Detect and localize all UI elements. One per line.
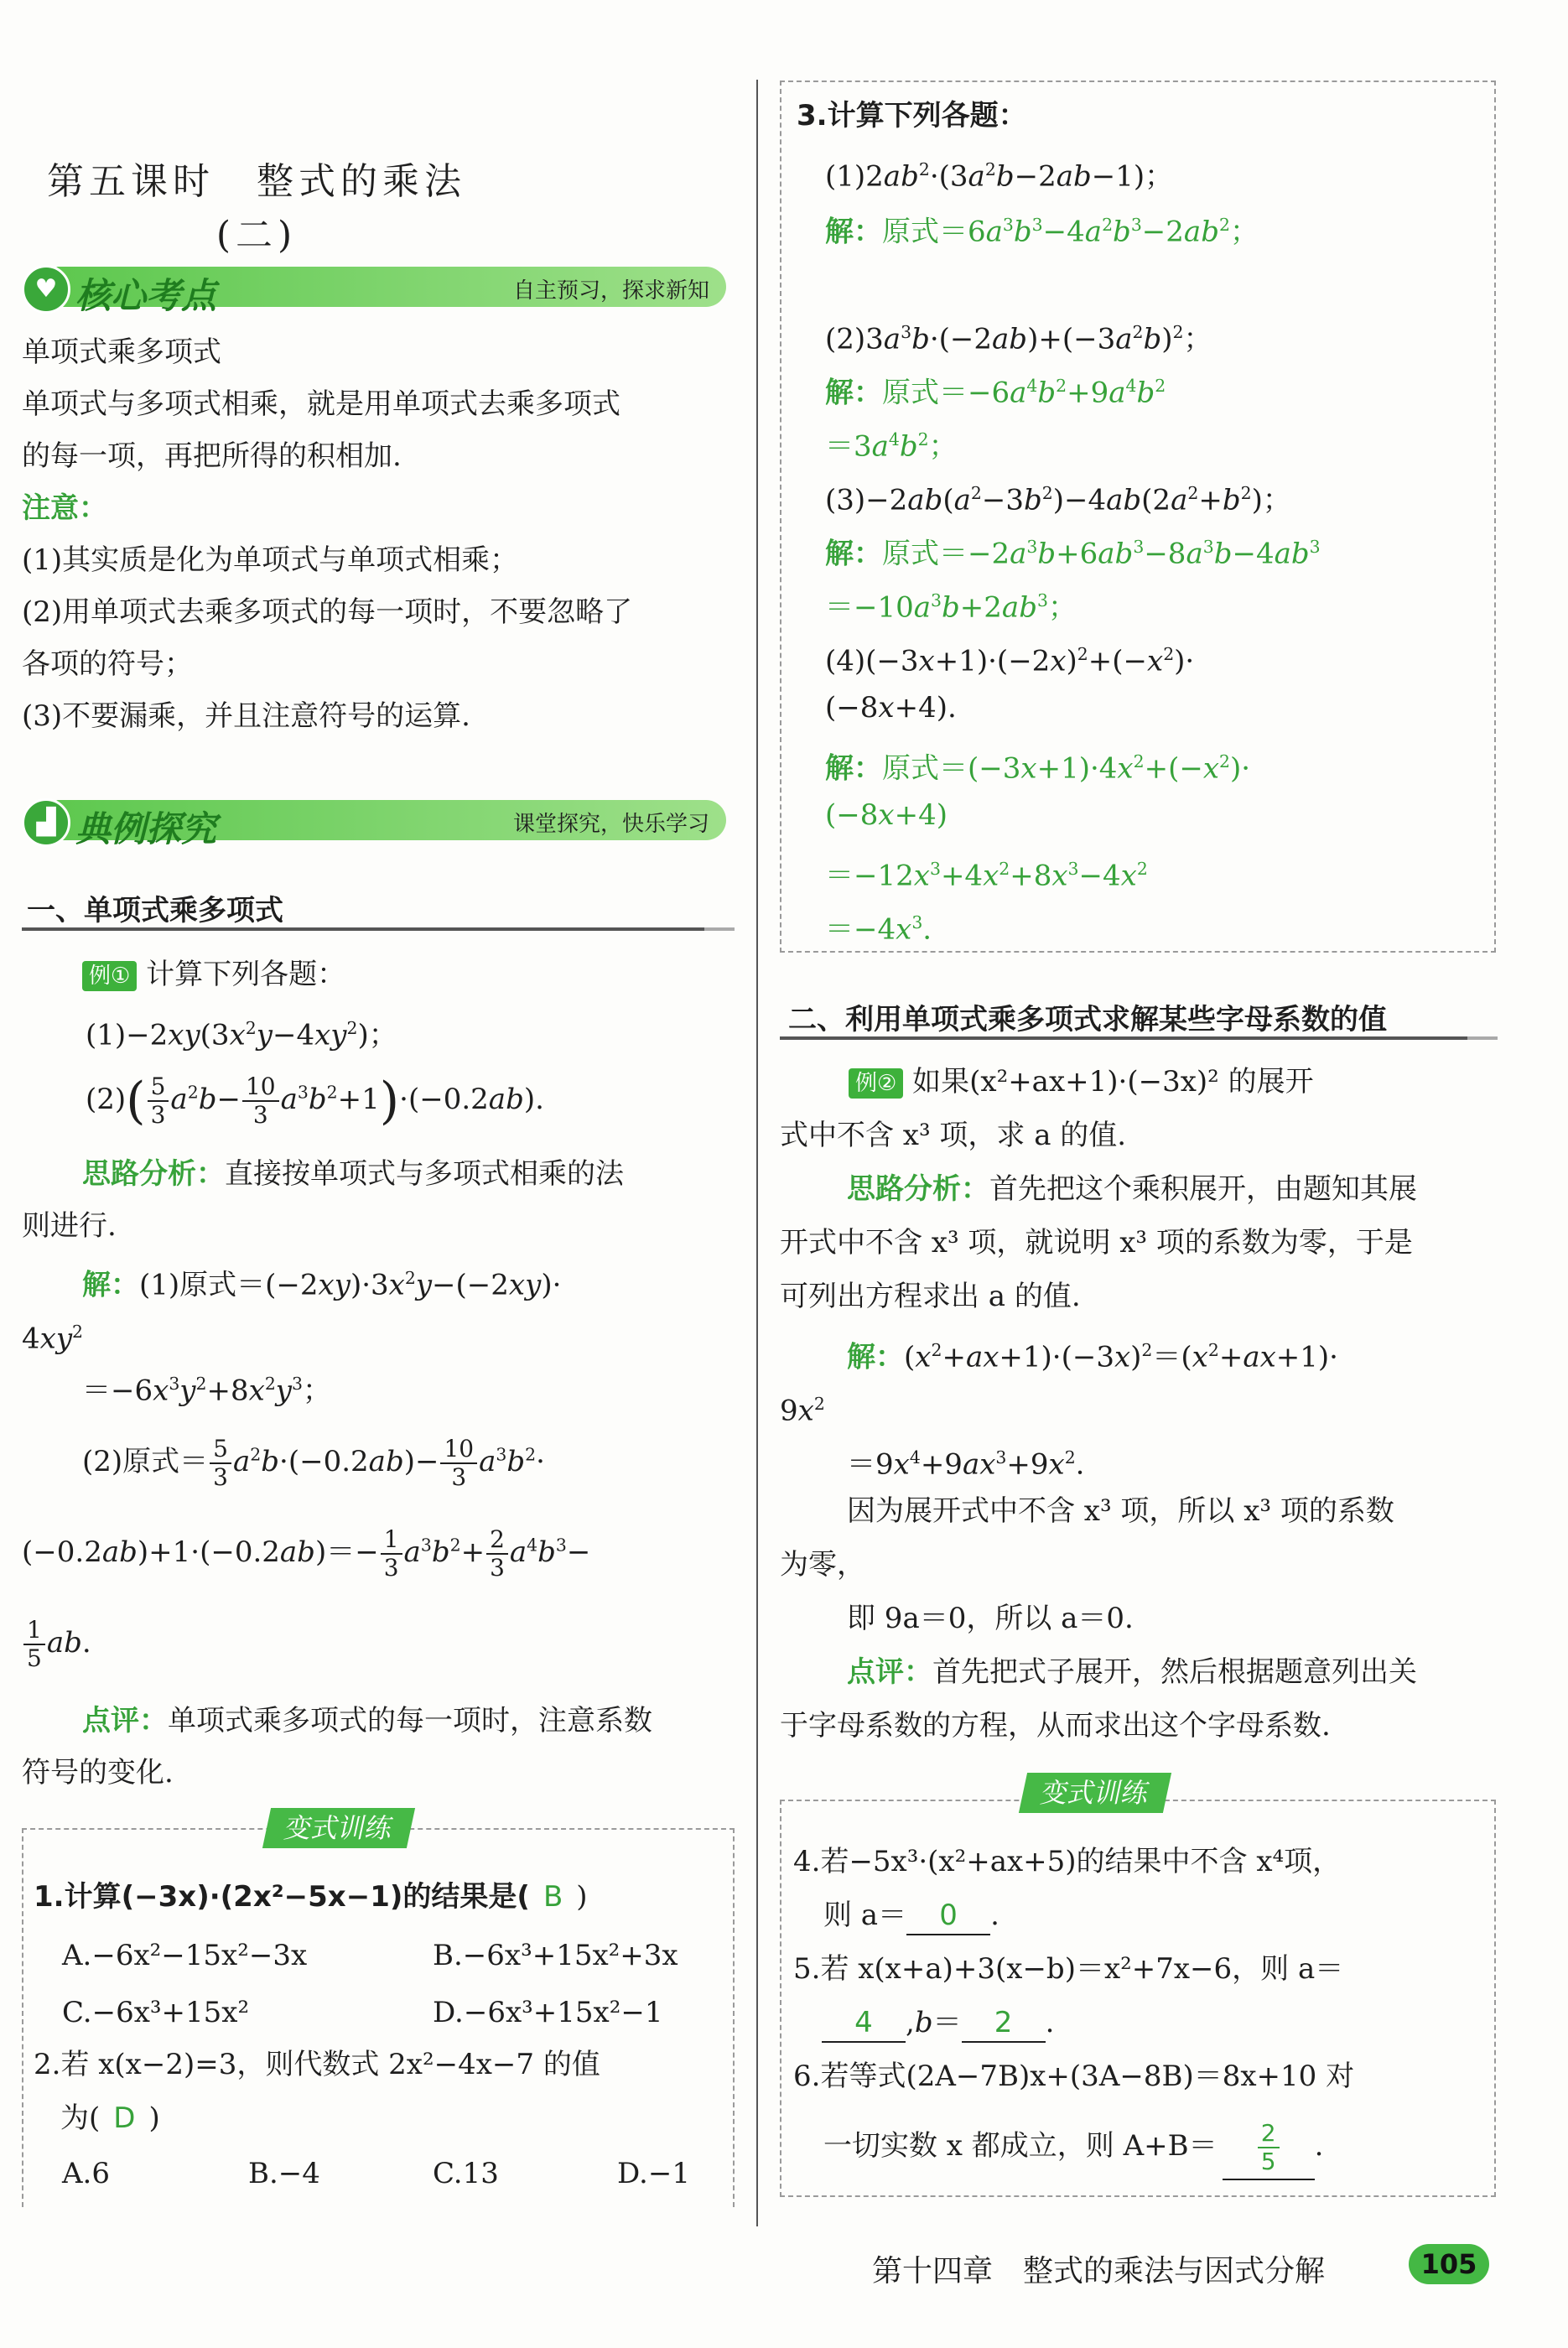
- example-2-reason-c: 即 9a＝0，所以 a＝0.: [847, 1602, 1134, 1635]
- question-2-option-a: A.6: [62, 2157, 110, 2190]
- example-1-header: [82, 956, 345, 993]
- section-1-rule: [22, 927, 735, 931]
- question-1-option-d: D.−6x³+15x²−1: [433, 1996, 663, 2029]
- question-1-option-b: B.−6x³+15x²+3x: [433, 1939, 678, 1972]
- question-5-answer-line: 4 ,b＝ 2 .: [822, 2004, 1054, 2043]
- heart-icon: ♥: [22, 265, 70, 314]
- example-1-solution-1c: $=-6x^3y^2+8x^2y^3$；: [82, 1374, 331, 1408]
- example-1-solution-2b: (−0.2ab)+1·(−0.2ab)＝− $\frac{1}{3}$ $a^3b^2+$ $\frac{2}{3}$ $a^4b^3-$: [22, 1525, 591, 1582]
- question-3-solution-3b: $=-10a^3b+2ab^3$；: [825, 590, 1077, 625]
- example-2-analysis-2: 开式中不含 x³ 项，就说明 x³ 项的系数为零，于是: [780, 1226, 1413, 1260]
- example-2-text-cont: 式中不含 x³ 项，求 a 的值.: [780, 1119, 1127, 1152]
- question-2-option-d: D.−1: [617, 2157, 690, 2190]
- question-3-title: 3.计算下列各题：: [797, 99, 1027, 132]
- question-3-solution-1: 解：原式$=6a^3b^3-4a^2b^3-2ab^2$；: [825, 215, 1259, 249]
- chapter-footer: 第十四章 整式的乘法与因式分解: [872, 2254, 1326, 2288]
- note-label: 注意：: [22, 491, 107, 525]
- question-3-part-4: $(4)(-3x+1)\cdot(-2x)^2+(-x^2)\cdot$: [825, 644, 1195, 678]
- question-4: 4.若−5x³·(x²+ax+5)的结果中不含 x⁴项，: [793, 1845, 1342, 1878]
- question-1-option-a: A.−6x²−15x²−3x: [62, 1939, 308, 1972]
- question-3-solution-4d: $=-4x^3$.: [825, 912, 932, 947]
- lesson-title: 第五课时 整式的乘法(二): [47, 160, 466, 257]
- section-2-heading: 二、利用单项式乘多项式求解某些字母系数的值: [788, 1003, 1387, 1036]
- question-2-answer-line: 为( D ): [60, 2101, 160, 2135]
- question-3-part-2: $(2)3a^3b\cdot(-2ab)+(-3a^2b)^2$；: [825, 322, 1212, 356]
- example-1-solution-2c: $\frac{1}{5}$ ab.: [22, 1617, 91, 1672]
- question-5-answer-a: 4: [822, 2004, 906, 2043]
- example-1-solution-1b: $4xy^2$: [22, 1322, 84, 1356]
- example-2-comment-b: 于字母系数的方程，从而求出这个字母系数.: [780, 1709, 1331, 1743]
- question-6-answer: $\frac{2}{5}$: [1258, 2120, 1280, 2175]
- note-2: (2)用单项式去乘多项式的每一项时，不要忽略了: [22, 595, 633, 629]
- question-3-part-1: $(1)2ab^2\cdot(3a^2b-2ab-1)$；: [825, 159, 1174, 194]
- section-1-heading: 一、单项式乘多项式: [27, 894, 283, 927]
- question-3-solution-2b: $=3a^4b^2$；: [825, 429, 958, 464]
- question-3-solution-4b: (−8x+4): [825, 798, 948, 832]
- examples-banner-subtitle: 课堂探究，快乐学习: [512, 812, 709, 837]
- note-3: (3)不要漏乘，并且注意符号的运算.: [22, 699, 470, 733]
- core-definition-2: 的每一项，再把所得的积相加.: [22, 439, 402, 473]
- question-3-solution-4: 解：原式$=(-3x+1)\cdot 4x^2+(-x^2)\cdot$: [825, 751, 1251, 786]
- question-4-answer-line: 则 a＝ 0 .: [823, 1897, 999, 1935]
- example-1-comment: 点评：单项式乘多项式的每一项时，注意系数: [82, 1704, 652, 1738]
- example-2-solution-c: $=9x^4+9ax^3+9x^2$.: [847, 1447, 1085, 1482]
- question-5: 5.若 x(x+a)+3(x−b)＝x²+7x−6，则 a＝: [793, 1952, 1344, 1986]
- question-3-solution-4c: $=-12x^3+4x^2+8x^3-4x^2$: [825, 859, 1148, 893]
- core-heading: 单项式乘多项式: [22, 335, 221, 369]
- examples-banner-title: 典例探究: [75, 808, 217, 849]
- example-1-solution-1: 解：(1)原式$=(-2xy)\cdot 3x^2y-(-2xy)\cdot$: [82, 1268, 562, 1302]
- question-3-solution-3: 解：原式$=-2a^3b+6ab^3-8a^3b-4ab^3$: [825, 537, 1321, 571]
- examples-banner: [22, 795, 726, 849]
- example-2-comment: 点评：首先把式子展开，然后根据题意列出关: [847, 1655, 1417, 1689]
- core-banner-subtitle: 自主预习，探求新知: [512, 278, 709, 304]
- question-2-answer: D: [113, 2101, 136, 2135]
- section-2-rule: [780, 1036, 1498, 1040]
- example-2-text: 如果(x²+ax+1)·(−3x)² 的展开: [912, 1065, 1314, 1099]
- example-1-title: 计算下列各题：: [146, 958, 346, 991]
- example-1-comment-cont: 符号的变化.: [22, 1756, 174, 1790]
- example-2-solution: 解：$(x^2+ax+1)\cdot(-3x)^2=(x^2+ax+1)\cdot$: [847, 1340, 1338, 1374]
- example-1-analysis: 思路分析：直接按单项式与多项式相乘的法: [82, 1157, 624, 1191]
- core-banner-title: 核心考点: [75, 275, 217, 316]
- bar-chart-icon: ▟: [22, 798, 70, 847]
- question-1-option-c: C.−6x³+15x²: [62, 1996, 250, 2029]
- core-definition-1: 单项式与多项式相乘，就是用单项式去乘多项式: [22, 387, 620, 421]
- example-2-solution-b: $9x^2$: [780, 1394, 825, 1428]
- question-6: 6.若等式(2A−7B)x+(3A−8B)＝8x+10 对: [793, 2060, 1355, 2093]
- example-2-analysis: 思路分析：首先把这个乘积展开，由题知其展: [847, 1172, 1417, 1206]
- example-2-tag: 例②: [849, 1068, 903, 1099]
- column-divider: [756, 80, 758, 2226]
- training-label-right: 变式训练: [999, 1773, 1268, 1813]
- question-2-option-c: C.13: [433, 2157, 499, 2190]
- note-2-cont: 各项的符号；: [22, 647, 193, 681]
- question-6-answer-line: 一切实数 x 都成立，则 A+B＝ $\frac{2}{5}$ .: [823, 2120, 1323, 2180]
- example-2-header: [849, 1063, 1314, 1100]
- example-1-part-2: (2)( $\frac{5}{3}$ $a^2b-$ $\frac{10}{3}$ $a^3b^2+1)\cdot(-0.2ab)$.: [86, 1072, 544, 1130]
- page-number: 105: [1409, 2244, 1489, 2284]
- question-3-part-3: $(3)-2ab(a^2-3b^2)-4ab(2a^2+b^2)$；: [825, 483, 1291, 517]
- example-2-analysis-3: 可列出方程求出 a 的值.: [780, 1280, 1081, 1313]
- example-2-reason: 因为展开式中不含 x³ 项，所以 x³ 项的系数: [847, 1494, 1394, 1528]
- question-1: 1.计算(−3x)·(2x²−5x−1)的结果是( B ): [34, 1880, 588, 1914]
- example-1-tag: 例①: [82, 961, 137, 991]
- example-1-part-1: $(1)-2xy(3x^2y-4xy^2)$；: [86, 1018, 397, 1052]
- question-2-option-b: B.−4: [248, 2157, 320, 2190]
- example-1-solution-2: (2)原式＝ $\frac{5}{3}$ $a^2b\cdot(-0.2ab)-$ $\frac{10}{3}$ $a^3b^2\cdot$: [82, 1435, 545, 1491]
- example-1-analysis-cont: 则进行.: [22, 1209, 117, 1243]
- question-2: 2.若 x(x−2)=3，则代数式 2x²−4x−7 的值: [34, 2048, 600, 2081]
- note-1: (1)其实质是化为单项式与单项式相乘；: [22, 543, 519, 577]
- training-label-left: 变式训练: [243, 1808, 511, 1848]
- question-4-answer: 0: [906, 1897, 990, 1935]
- question-3-part-4b: (−8x+4).: [825, 691, 957, 725]
- question-3-solution-2: 解：原式$=-6a^4b^2+9a^4b^2$: [825, 376, 1166, 410]
- example-2-reason-b: 为零，: [780, 1548, 865, 1582]
- question-5-answer-b: 2: [962, 2004, 1046, 2043]
- core-banner: [22, 262, 726, 316]
- question-1-answer: B: [543, 1880, 563, 1914]
